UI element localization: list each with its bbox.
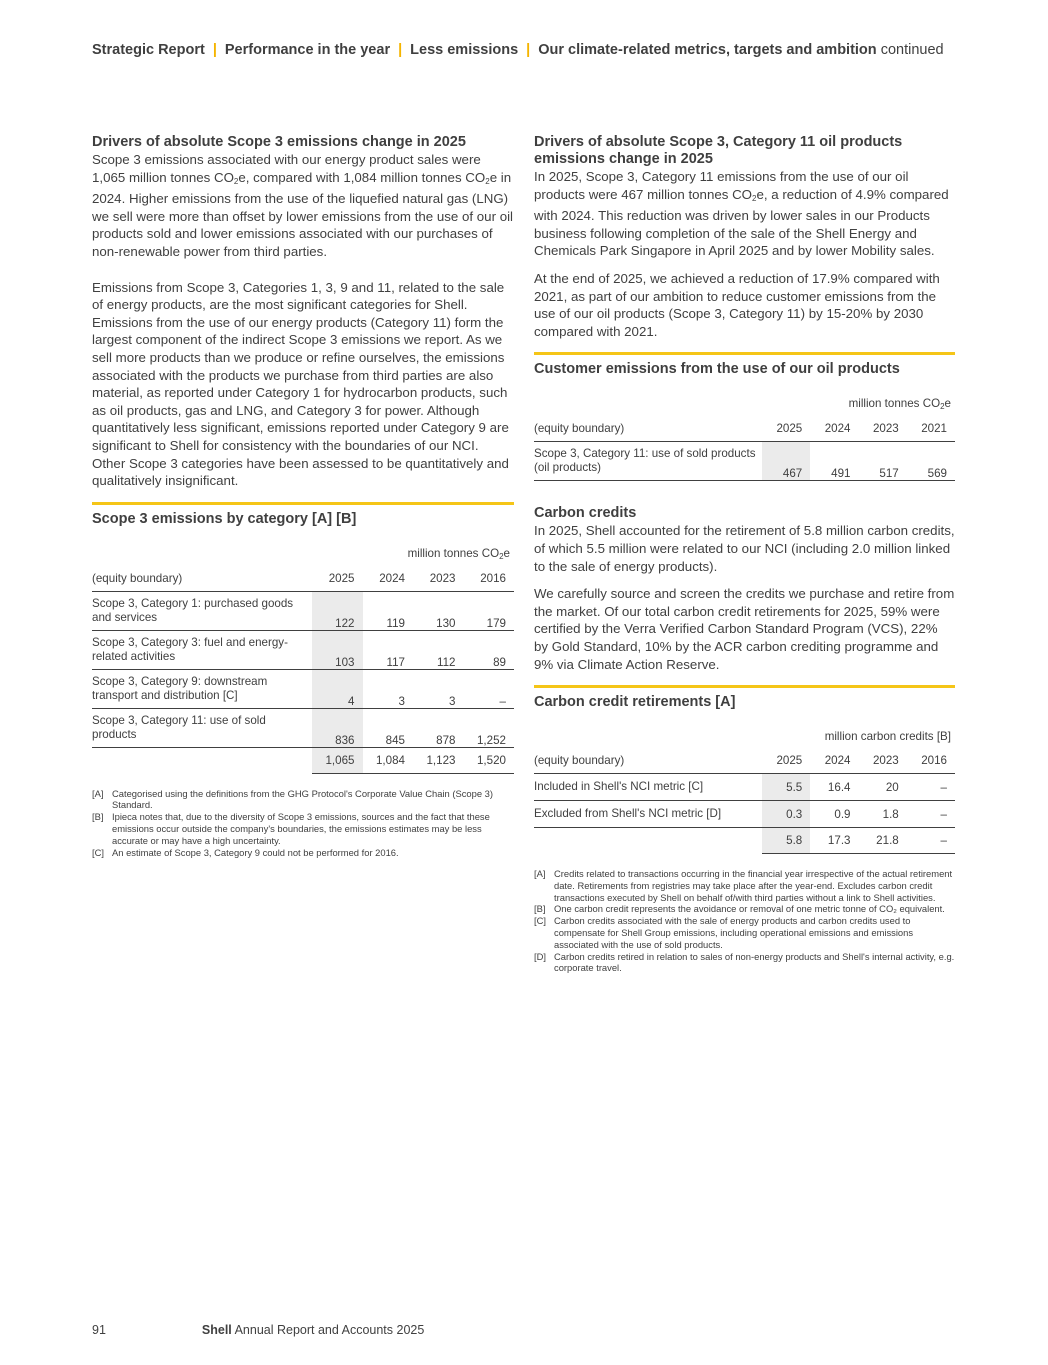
table-title-scope3: Scope 3 emissions by category [A] [B]: [92, 510, 357, 527]
footer-doc-title: Annual Report and Accounts 2025: [234, 1323, 425, 1337]
footnote: [A] Credits related to transactions occurring in the financial year irrespective of the actual retirement date. Retirements from registries may take place after the year-end. Excludes carbon credit transactions executed by Shell on behalf of/with third parties without a link to Shell activities.: [534, 868, 953, 903]
table-header-row: (equity boundary) 2025 2024 2023 2016: [92, 565, 514, 592]
paragraph-cat11-emissions: In 2025, Scope 3, Category 11 emissions from the use of our oil products were 467 million tonnes $CO_2e$, a reduction of 4.9% compared with 2024. This reduction was driven by lower sales in our Products business following completion of the sale of the Shell Energy and Chemicals Park Singapore in April 2025 and by lower Mobility sales.: [534, 169, 949, 259]
carbon-credit-table: [534, 747, 955, 854]
paragraph-carbon-credits: In 2025, Shell accounted for the retirement of 5.8 million carbon credits, of which 5.5 million were related to our NCI (including 2.0 million linked to the sale of energy products).: [534, 523, 955, 574]
breadcrumb-continued: continued: [880, 42, 944, 58]
table-row: Excluded from Shell's NCI metric [D] 0.3 0.9 1.8 –: [534, 801, 955, 828]
footnotes-scope3: [92, 788, 514, 859]
footnote: [B] One carbon credit represents the avoidance or removal of one metric tonne of CO₂ equivalent.: [534, 903, 945, 915]
breadcrumb-climate-metrics[interactable]: Our climate-related metrics, targets and ambition: [538, 42, 877, 58]
table-total-row: 5.8 17.3 21.8 –: [534, 828, 955, 854]
table-row: Included in Shell's NCI metric [C] 5.5 16.4 20 –: [534, 774, 955, 801]
section-divider: [534, 352, 955, 355]
table-row: Scope 3, Category 9: downstream transport and distribution [C] 4 3 3 –: [92, 669, 514, 708]
scope3-table: [92, 565, 514, 774]
footnote: [D] Carbon credits retired in relation to sales of non-energy products and Shell's internal activity, e.g. corporate travel.: [534, 950, 955, 974]
paragraph-carbon-sourcing: We carefully source and screen the credits we purchase and retire from the market. Of our total carbon credit retirements for 2025, 59% were certified by the Verra Verified Carbon Standard Program (VCS), 22% by Gold Standard, 10% by the ACR carbon crediting programme and 9% via Climate Action Reserve.: [534, 586, 955, 672]
footnote: [B] Ipieca notes that, due to the diversity of Scope 3 emissions, sources and the fact that these emissions occur outside the company's boundaries, the emissions estimates may be less accurate or may have a high uncertainty.: [92, 811, 490, 846]
paragraph-scope3-emissions: Scope 3 emissions associated with our energy product sales were 1,065 million tonnes $CO_2e$, compared with 1,084 million tonnes $CO_2e$ in 2024. Higher emissions from the use of the liquefied natural gas (LNG) we sell were more than offset by lower emissions from the use of our oil products sold and lower emissions associated with our purchases of non-renewable power from third parties.: [92, 152, 514, 259]
table-total-row: 1,065 1,084 1,123 1,520: [92, 747, 514, 773]
footnotes-carbon-credits: [534, 868, 955, 974]
table-unit-credits: million carbon credits [B]: [824, 730, 951, 744]
footnote: [C] An estimate of Scope 3, Category 9 could not be performed for 2016.: [92, 846, 399, 858]
footnote: [A] Categorised using the definitions from the GHG Protocol's Corporate Value Chain (Scope 3) Standard.: [92, 787, 493, 811]
section-divider: [534, 685, 955, 688]
breadcrumb-separator: |: [398, 42, 403, 58]
table-row: Scope 3, Category 1: purchased goods and services 122 119 130 179: [92, 591, 514, 630]
breadcrumb-performance[interactable]: Performance in the year: [224, 42, 391, 58]
table-unit-scope3: million tonnes $CO_2e$: [407, 546, 510, 561]
breadcrumb-strategic-report[interactable]: Strategic Report: [92, 42, 205, 58]
footer-brand: Shell: [201, 1323, 232, 1337]
table-header-row: (equity boundary) 2025 2024 2023 2021: [534, 415, 955, 442]
table-title-carbon-credit-retirements: Carbon credit retirements [A]: [534, 694, 736, 711]
customer-emissions-table: [534, 415, 955, 481]
table-row: Scope 3, Category 3: fuel and energy-related activities 103 117 112 89: [92, 630, 514, 669]
paragraph-cat11-ambition: At the end of 2025, we achieved a reduction of 17.9% compared with 2021, as part of our ambition to reduce customer emissions from the use of our oil products (Scope 3, Category 11) by 15-20% by 2030 compared with 2021.: [534, 270, 940, 339]
left-column: [92, 134, 514, 858]
paragraph-scope3-categories: Emissions from Scope 3, Categories 1, 3, 9 and 11, related to the sale of energy products, are the most significant categories for Shell. Emissions from the use of our energy products (Category 11) form the largest component of the indirect Scope 3 emissions we report. As we sell more products than we produce or refine ourselves, the emissions associated with the products we purchase from third parties are also material, as reported under Category 1 for hydrocarbon products, such as oil products, gas and LNG, and Category 3 for power. Although quantitatively less significant, emissions reported under Category 9 are significant to Shell for consistency with the boundaries of our NCI. Other Scope 3 categories have been assessed to be quantitatively and qualitatively insignificant.: [92, 279, 509, 489]
footnote: [C] Carbon credits associated with the sale of energy products and carbon credits used to compensate for Shell Group emissions, including operational emissions and emissions associated with the use of sold products.: [534, 915, 914, 950]
right-column: [534, 134, 955, 974]
table-row: Scope 3, Category 11: use of sold products 836 845 878 1,252: [92, 708, 514, 747]
table-title-customer-emissions: Customer emissions from the use of our oil products: [534, 361, 900, 378]
section-heading-scope3-drivers: Drivers of absolute Scope 3 emissions change in 2025: [92, 134, 466, 150]
breadcrumb-separator: |: [526, 42, 531, 58]
breadcrumb-less-emissions[interactable]: Less emissions: [410, 42, 519, 58]
section-divider: [92, 502, 514, 505]
breadcrumb: [92, 42, 944, 58]
table-header-row: (equity boundary) 2025 2024 2023 2016: [534, 747, 955, 774]
breadcrumb-separator: |: [212, 42, 217, 58]
section-heading-carbon-credits: Carbon credits: [534, 505, 637, 522]
page-footer: [92, 1323, 424, 1337]
table-row: Scope 3, Category 11: use of sold products (oil products) 467 491 517 569: [534, 442, 955, 481]
section-heading-cat11-drivers: Drivers of absolute Scope 3, Category 11 oil products emissions change in 2025: [534, 134, 903, 167]
table-unit-customer: million tonnes $CO_2e$: [848, 397, 951, 412]
page-number: 91: [92, 1323, 106, 1337]
